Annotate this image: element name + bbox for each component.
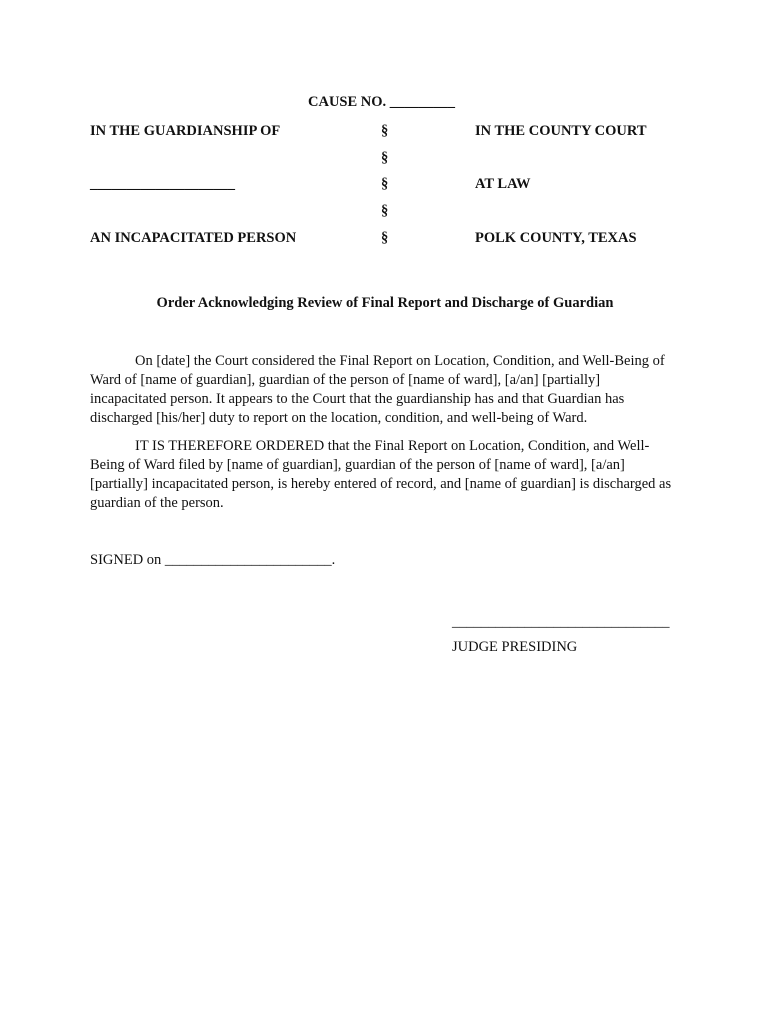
section-mark: § [381,150,389,166]
section-mark: § [381,123,389,139]
caption-left-incapacitated: AN INCAPACITATED PERSON [90,230,297,246]
caption-left-guardianship: IN THE GUARDIANSHIP OF [90,123,281,139]
document-title: Order Acknowledging Review of Final Report and Discharge of Guardian [156,295,614,311]
judge-signature-line: ______________________________ [452,614,670,630]
paragraph-text: IT IS THEREFORE ORDERED that the Final Report on Location, Condition, and Well-Being of Ward filed by [name of guardian], guardian of the person of [name of ward], [a/an] [partially] incapacitated person, is hereby entered of record, and [name of guardian] is discharged as guardian of the person. [90,438,672,511]
signed-date-line: SIGNED on _______________________. [90,552,336,568]
caption-left-name-blank: ____________________ [90,176,235,192]
section-mark: § [381,230,389,246]
caption-right-at-law: AT LAW [475,176,531,192]
paragraph-text: On [date] the Court considered the Final Report on Location, Condition, and Well-Being of Ward of [name of guardian], guardian of the person of [name of ward], [a/an] [partially] incapacitated person. It appears to the Court that the guardianship has and that Guardian has discharged [his/her] duty to report on the location, condition, and well-being of Ward. [90,353,665,426]
caption-right-county: POLK COUNTY, TEXAS [475,230,637,246]
section-mark: § [381,203,389,219]
caption-right-court: IN THE COUNTY COURT [475,123,647,139]
section-mark: § [381,176,389,192]
paragraph-ordered [90,437,680,513]
cause-number: CAUSE NO. _________ [308,94,456,110]
paragraph-considered [90,352,680,428]
judge-presiding-label: JUDGE PRESIDING [452,639,578,655]
